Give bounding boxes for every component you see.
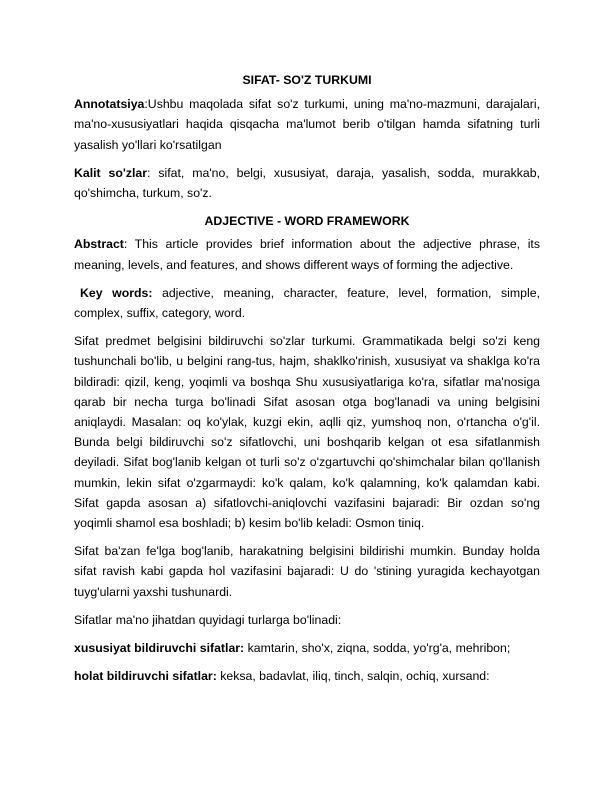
abstract-paragraph	[74, 234, 540, 274]
body-paragraph-1: Sifat predmet belgisini bildiruvchi so'zlar turkumi. Grammatikada belgi so'zi keng tushunchali bo'lib, u belgini rang-tus, hajm, shaklko'rinish, xususiyat va shaklga ko'ra bildiradi: qizil, keng, yoqimli va boshqa Shu xususiyatlariga ko'ra, sifatlar ma'nosiga qarab bir necha turga bo'linadi Sifat asosan otga bog'lanadi va uning belgisini aniqlaydi. Masalan: oq ko'ylak, kuzgi ekin, aqlli qiz, yumshoq non, o'rtancha o'g'il. Bunda belgi bildiruvchi so'z sifatlovchi, uni boshqarib kelgan ot esa sifatlanmish deyiladi. Sifat bog'lanib kelgan ot turli so'z o'zgartuvchi qo'shimchalar bilan qo'llanish mumkin, lekin sifat o'zgarmaydi: ko'k qalam, ko'k qalamning, ko'k qalamdan kabi. Sifat gapda asosan a) sifatlovchi-aniqlovchi vazifasini bajaradi: Bir ozdan so'ng yoqimli shamol esa boshladi; b) kesim bo'lib keladi: Osmon tiniq.	[74, 334, 540, 531]
keywords-english-label: Key words:	[80, 285, 153, 300]
list-item-2-label: holat bildiruvchi sifatlar:	[74, 669, 217, 684]
article-title-english: ADJECTIVE - WORD FRAMEWORK	[204, 214, 410, 229]
keywords-uzbek-label: Kalit so'zlar	[74, 165, 148, 180]
list-item-2-text: keksa, badavlat, iliq, tinch, salqin, ochiq, xursand:	[216, 669, 490, 684]
list-item-1-text: kamtarin, sho'x, ziqna, sodda, yo'rg'a, mehribon;	[244, 641, 511, 656]
keywords-uzbek-text: : sifat, ma'no, belgi, xususiyat, daraja, yasalish, sodda, murakkab, qo'shimcha, turkum, so'z.	[74, 165, 540, 201]
annotation-label: Annotatsiya	[74, 97, 145, 112]
keywords-uzbek-paragraph	[74, 163, 540, 203]
article-title-uzbek: SIFAT- SO'Z TURKUMI	[242, 73, 372, 87]
list-item-character-adjectives	[74, 638, 540, 658]
list-item-state-adjectives	[74, 666, 540, 686]
body-paragraph-2: Sifat ba'zan fe'lga bog'lanib, harakatning belgisini bildirishi mumkin. Bunday holda sifat ravish kabi gapda hol vazifasini bajaradi: U do 'stining yuragida kechayotgan tuyg'ularni yaxshi tushunardi.	[74, 544, 540, 599]
annotation-paragraph	[74, 94, 540, 155]
list-item-1-label: xususiyat bildiruvchi sifatlar:	[74, 641, 245, 656]
abstract-text: : This article provides brief information about the adjective phrase, its meaning, levels, and features, and shows different ways of forming the adjective.	[74, 237, 540, 272]
keywords-english-text: adjective, meaning, character, feature, level, formation, simple, complex, suffix, category, word.	[74, 285, 540, 321]
abstract-label: Abstract	[74, 237, 124, 252]
keywords-english-paragraph	[74, 283, 540, 323]
annotation-text: :Ushbu maqolada sifat so'z turkumi, uning ma'no-mazmuni, darajalari, ma'no-xususiyatlari haqida qisqacha ma'lumot berib o'tilgan hamda sifatning turli yasalish yo'llari ko'rsatilgan	[74, 97, 540, 152]
body-paragraph-3: Sifatlar ma'no jihatdan quyidagi turlarga bo'linadi:	[74, 612, 342, 627]
document-page	[74, 70, 540, 694]
